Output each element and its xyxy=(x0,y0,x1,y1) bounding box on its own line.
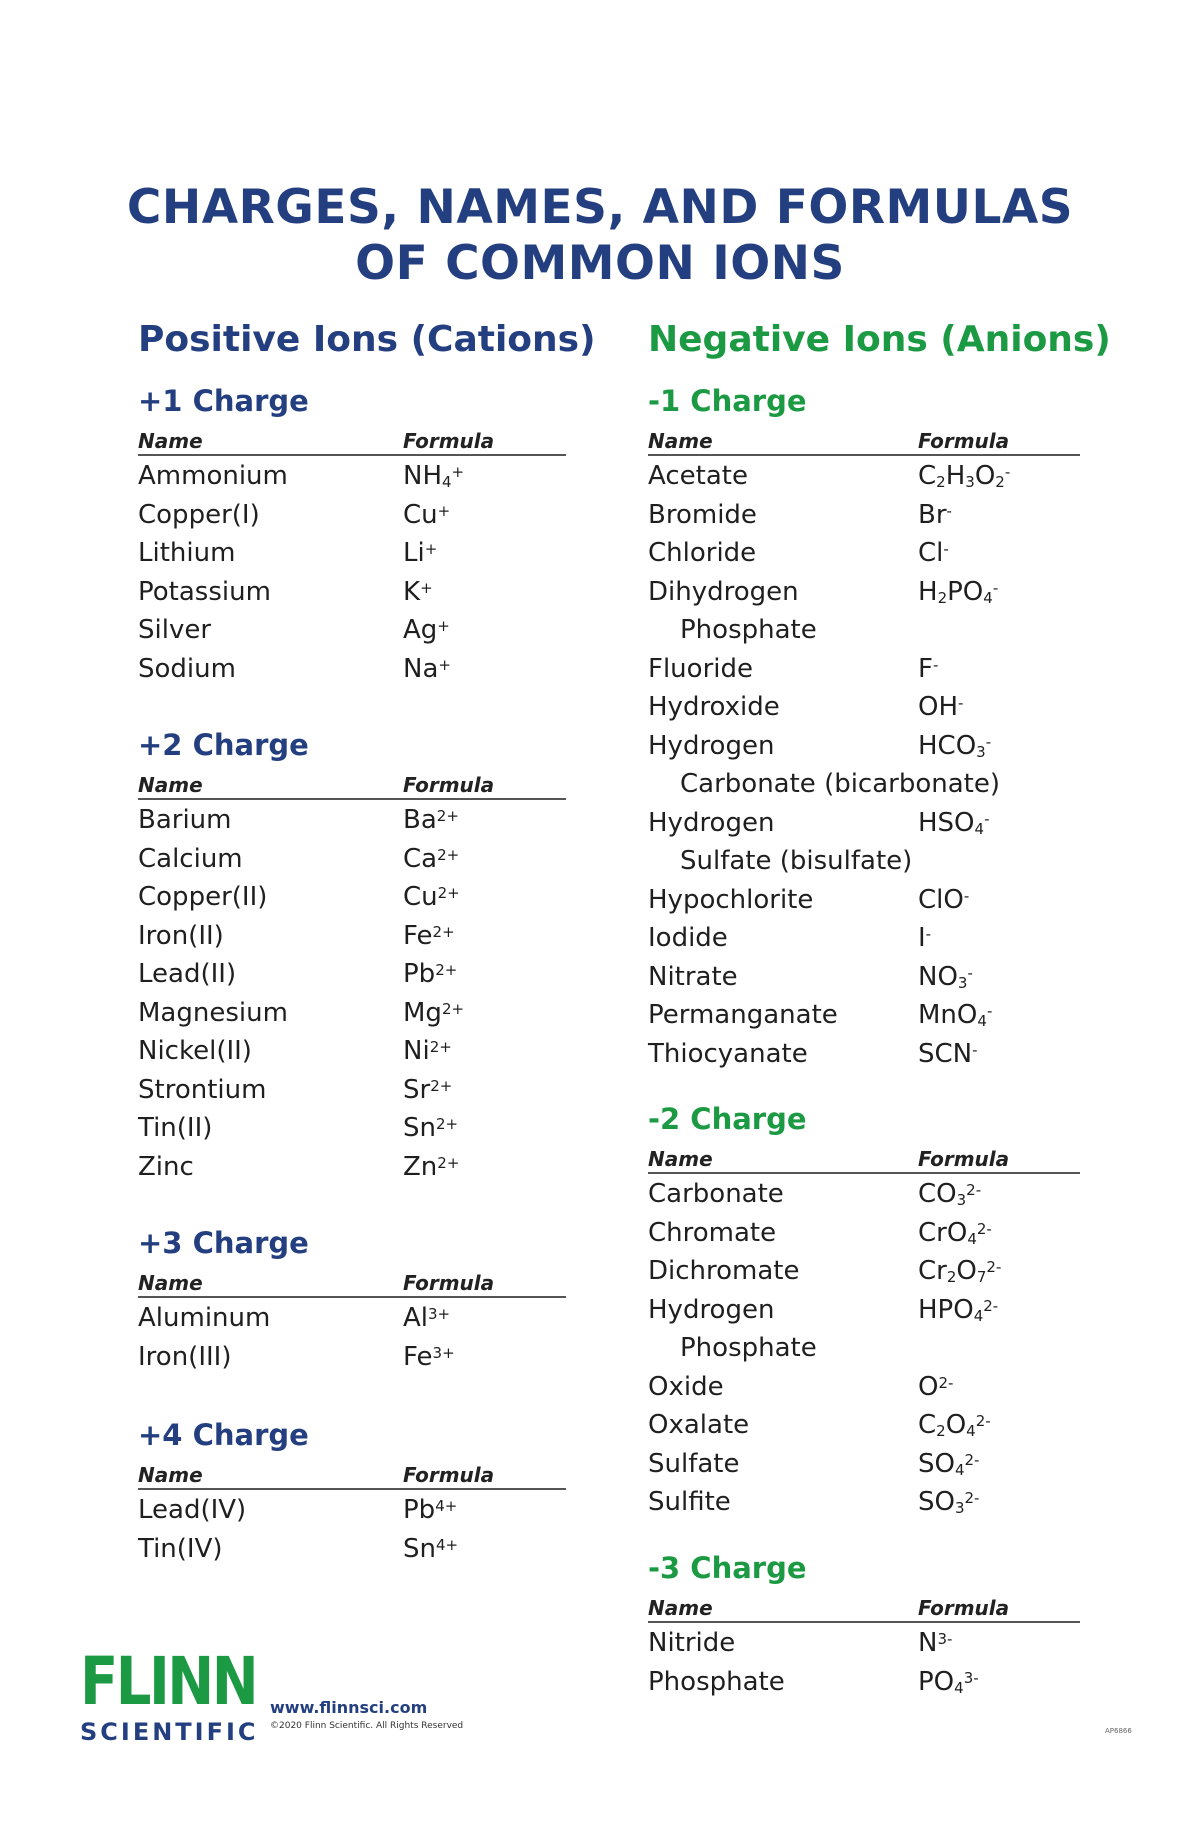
ion-alt-name: (bisulfate) xyxy=(779,846,913,876)
ion-formula: $Cr_2O_7^{2-}$ xyxy=(918,1256,1002,1286)
ion-alt-name: (bicarbonate) xyxy=(824,769,1001,799)
ion-formula: $HCO_3^-$ xyxy=(918,730,992,761)
ion-row xyxy=(138,1070,566,1109)
ion-name: Oxide xyxy=(648,1371,724,1402)
name-column-label: Name xyxy=(648,1147,713,1171)
ion-formula: $NH_4^+$ xyxy=(403,461,465,491)
ion-formula: $Al^{3+}$ xyxy=(403,1303,451,1333)
ion-name: Aluminum xyxy=(138,1303,271,1333)
copyright-text: ©2020 Flinn Scientific. All Rights Reserved xyxy=(270,1721,464,1731)
ion-row xyxy=(138,1031,566,1070)
ion-name: Hydrogen xyxy=(648,807,775,838)
ion-name: Thiocyanate xyxy=(648,1038,808,1069)
ion-row xyxy=(138,610,566,649)
ion-row xyxy=(648,803,1080,842)
ion-formula: ClO- xyxy=(918,884,970,915)
ion-formula: $Sn^{4+}$ xyxy=(403,1533,459,1564)
ion-formula: $Ni^{2+}$ xyxy=(403,1036,452,1066)
formula-column-label: Formula xyxy=(918,429,1010,453)
ion-formula: SCN- xyxy=(918,1038,978,1069)
ion-name: Oxalate xyxy=(648,1410,750,1440)
catalog-code: AP6866 xyxy=(1105,1727,1132,1735)
ion-formula: $Pb^{4+}$ xyxy=(403,1495,458,1525)
title-line-1: CHARGES, NAMES, AND FORMULAS xyxy=(126,180,1074,235)
ion-formula: $Sn^{2+}$ xyxy=(403,1113,459,1143)
name-column-label: Name xyxy=(138,1463,203,1487)
name-column-label: Name xyxy=(138,1271,203,1295)
column-header xyxy=(648,1597,1080,1623)
ion-name: Carbonate xyxy=(648,1179,784,1209)
ion-name: Iron(III) xyxy=(138,1341,232,1372)
ion-row xyxy=(648,649,1080,688)
ion-name: Carbonate (bicarbonate) xyxy=(680,769,1001,799)
ion-row xyxy=(138,572,566,611)
ion-row xyxy=(648,726,1080,765)
ion-formula: $HPO_4^{2-}$ xyxy=(918,1294,999,1325)
charge-label: +1 Charge xyxy=(138,384,309,418)
ion-row xyxy=(648,1444,1080,1483)
ion-formula: $Cu^{2+}$ xyxy=(403,882,460,912)
column-header xyxy=(138,1272,566,1298)
ion-formula: I- xyxy=(918,923,932,953)
ion-row xyxy=(648,1367,1080,1406)
ion-formula: $H_2PO_4^-$ xyxy=(918,576,999,607)
ion-name: Phosphate xyxy=(680,1333,817,1363)
ion-name: Phosphate xyxy=(680,615,817,645)
ion-name: Sulfite xyxy=(648,1487,731,1517)
ion-name: Copper(I) xyxy=(138,499,260,530)
ion-name: Barium xyxy=(138,805,232,835)
ion-formula: Cl- xyxy=(918,538,949,568)
ion-name: Permanganate xyxy=(648,1000,838,1030)
charge-label: -2 Charge xyxy=(648,1102,807,1136)
ion-row xyxy=(138,495,566,534)
section-minus-1-charge xyxy=(648,384,1080,1072)
charge-label: +2 Charge xyxy=(138,728,309,762)
charge-label: -1 Charge xyxy=(648,384,807,418)
ion-row xyxy=(648,957,1080,996)
ion-formula: CrO$_4^{2-}$ xyxy=(918,1217,992,1248)
ion-row xyxy=(648,1623,1080,1662)
ion-name: Phosphate xyxy=(648,1666,785,1697)
ion-row xyxy=(138,954,566,993)
ion-name: Nitride xyxy=(648,1628,736,1658)
column-header xyxy=(138,1464,566,1490)
ion-row xyxy=(138,649,566,688)
ion-formula: K+ xyxy=(403,576,433,607)
ion-formula: $SO_4^{2-}$ xyxy=(918,1448,980,1479)
ion-formula: $SO_3^{2-}$ xyxy=(918,1487,980,1517)
ion-row xyxy=(648,1482,1080,1521)
ion-formula: MnO$_4$- xyxy=(918,1000,993,1030)
section-plus-1-charge xyxy=(138,384,566,687)
ion-formula: $Fe^{3+}$ xyxy=(403,1341,455,1372)
ion-formula: $N^{3-}$ xyxy=(918,1628,953,1658)
ion-formula: $Zn^{2+}$ xyxy=(403,1151,460,1182)
name-column-label: Name xyxy=(648,429,713,453)
ion-row xyxy=(648,610,1080,649)
charge-label: +4 Charge xyxy=(138,1418,309,1452)
ion-formula: $Ba^{2+}$ xyxy=(403,805,459,835)
name-column-label: Name xyxy=(138,773,203,797)
ion-formula: Li+ xyxy=(403,538,438,568)
ion-name: Tin(II) xyxy=(138,1113,213,1143)
ion-row xyxy=(138,877,566,916)
ion-row xyxy=(648,1290,1080,1329)
ion-row xyxy=(138,1490,566,1529)
ion-row xyxy=(648,841,1080,880)
ion-row xyxy=(648,495,1080,534)
website-block xyxy=(270,1698,463,1731)
ion-formula: $Mg^{2+}$ xyxy=(403,997,465,1028)
ion-name: Sodium xyxy=(138,653,236,684)
ion-name: Iron(II) xyxy=(138,920,224,951)
ion-name: Ammonium xyxy=(138,461,288,491)
ion-name: Calcium xyxy=(138,843,243,874)
ion-formula: $Fe^{2+}$ xyxy=(403,920,455,951)
column-header xyxy=(648,430,1080,456)
title-line-2: OF COMMON IONS xyxy=(355,236,845,291)
ion-formula: F- xyxy=(918,653,939,684)
ion-formula: Ag+ xyxy=(403,615,450,645)
ion-name: Fluoride xyxy=(648,653,753,684)
ion-name: Sulfate (bisulfate) xyxy=(680,846,913,876)
section-plus-2-charge xyxy=(138,728,566,1185)
section-minus-3-charge xyxy=(648,1551,1080,1700)
ion-name: Potassium xyxy=(138,576,271,607)
ion-row xyxy=(138,800,566,839)
logo-wordmark: FLINN xyxy=(80,1643,257,1720)
charge-label: -3 Charge xyxy=(648,1551,807,1585)
ion-row xyxy=(138,916,566,955)
ion-row xyxy=(648,687,1080,726)
ion-name: Acetate xyxy=(648,461,748,491)
ion-row xyxy=(648,572,1080,611)
ion-row xyxy=(648,1213,1080,1252)
ion-name: Zinc xyxy=(138,1151,194,1182)
ion-name: Lithium xyxy=(138,538,236,568)
column-header xyxy=(648,1148,1080,1174)
formula-column-label: Formula xyxy=(918,1147,1010,1171)
formula-column-label: Formula xyxy=(403,1271,495,1295)
section-plus-3-charge xyxy=(138,1226,566,1375)
formula-column-label: Formula xyxy=(403,429,495,453)
ion-name: Chloride xyxy=(648,538,757,568)
ion-formula: $O^{2-}$ xyxy=(918,1371,954,1402)
anions-heading: Negative Ions (Anions) xyxy=(648,319,1111,360)
column-header xyxy=(138,430,566,456)
ion-name: Hydroxide xyxy=(648,692,780,722)
ion-row xyxy=(138,1147,566,1186)
ion-row xyxy=(138,1108,566,1147)
ion-name: Sulfate xyxy=(648,1448,740,1479)
ion-row xyxy=(648,918,1080,957)
ion-formula: Cu+ xyxy=(403,499,451,530)
section-minus-2-charge xyxy=(648,1102,1080,1521)
ion-row xyxy=(648,1662,1080,1701)
ion-formula: $Ca^{2+}$ xyxy=(403,843,460,874)
ion-name: Tin(IV) xyxy=(138,1533,223,1564)
ion-formula: $HSO_4^-$ xyxy=(918,807,990,838)
ion-name: Bromide xyxy=(648,499,757,530)
ion-formula: $C_2H_3O_2^-$ xyxy=(918,461,1011,491)
name-column-label: Name xyxy=(648,1596,713,1620)
ion-row xyxy=(648,1034,1080,1073)
website-url: www.flinnsci.com xyxy=(270,1698,428,1717)
formula-column-label: Formula xyxy=(918,1596,1010,1620)
ion-name: Chromate xyxy=(648,1217,777,1248)
ion-row xyxy=(648,1405,1080,1444)
ion-name: Copper(II) xyxy=(138,882,268,912)
ion-row xyxy=(648,764,1080,803)
flinn-logo xyxy=(80,1643,287,1746)
ion-name: Dihydrogen xyxy=(648,576,799,607)
ion-row xyxy=(648,995,1080,1034)
cations-heading: Positive Ions (Cations) xyxy=(138,319,596,360)
ion-name: Lead(IV) xyxy=(138,1495,247,1525)
ion-row xyxy=(138,456,566,495)
ion-formula: Na+ xyxy=(403,653,451,684)
ion-formula: OH- xyxy=(918,692,964,722)
ion-formula: $Sr^{2+}$ xyxy=(403,1074,453,1105)
ion-row xyxy=(648,1251,1080,1290)
ion-row xyxy=(138,533,566,572)
ion-row xyxy=(138,993,566,1032)
logo-subtitle: SCIENTIFIC xyxy=(80,1718,259,1746)
ion-formula: $PO_4^{3-}$ xyxy=(918,1666,979,1697)
name-column-label: Name xyxy=(138,429,203,453)
ion-name: Hypochlorite xyxy=(648,884,814,915)
charge-label: +3 Charge xyxy=(138,1226,309,1260)
ion-formula: Br- xyxy=(918,499,952,530)
ion-row xyxy=(648,456,1080,495)
formula-column-label: Formula xyxy=(403,1463,495,1487)
ion-formula: $Pb^{2+}$ xyxy=(403,959,458,989)
ion-row xyxy=(648,1174,1080,1213)
ion-row xyxy=(138,1337,566,1376)
ion-row xyxy=(648,533,1080,572)
ion-row xyxy=(138,1298,566,1337)
ion-name: Magnesium xyxy=(138,997,288,1028)
ion-row xyxy=(648,880,1080,919)
ion-name: Hydrogen xyxy=(648,730,775,761)
ion-row xyxy=(648,1328,1080,1367)
section-plus-4-charge xyxy=(138,1418,566,1567)
ion-name: Iodide xyxy=(648,923,728,953)
column-header xyxy=(138,774,566,800)
ion-row xyxy=(138,839,566,878)
ion-formula: $NO_3^-$ xyxy=(918,961,973,992)
ion-formula: $C_2O_4^{2-}$ xyxy=(918,1410,991,1440)
ion-name: Silver xyxy=(138,615,212,645)
ion-name: Nickel(II) xyxy=(138,1036,252,1066)
ion-name: Hydrogen xyxy=(648,1294,775,1325)
ion-name: Lead(II) xyxy=(138,959,237,989)
formula-column-label: Formula xyxy=(403,773,495,797)
ion-formula: $CO_3^{2-}$ xyxy=(918,1179,982,1209)
ion-row xyxy=(138,1529,566,1568)
ion-name: Strontium xyxy=(138,1074,267,1105)
ion-name: Nitrate xyxy=(648,961,738,992)
ion-name: Dichromate xyxy=(648,1256,800,1286)
